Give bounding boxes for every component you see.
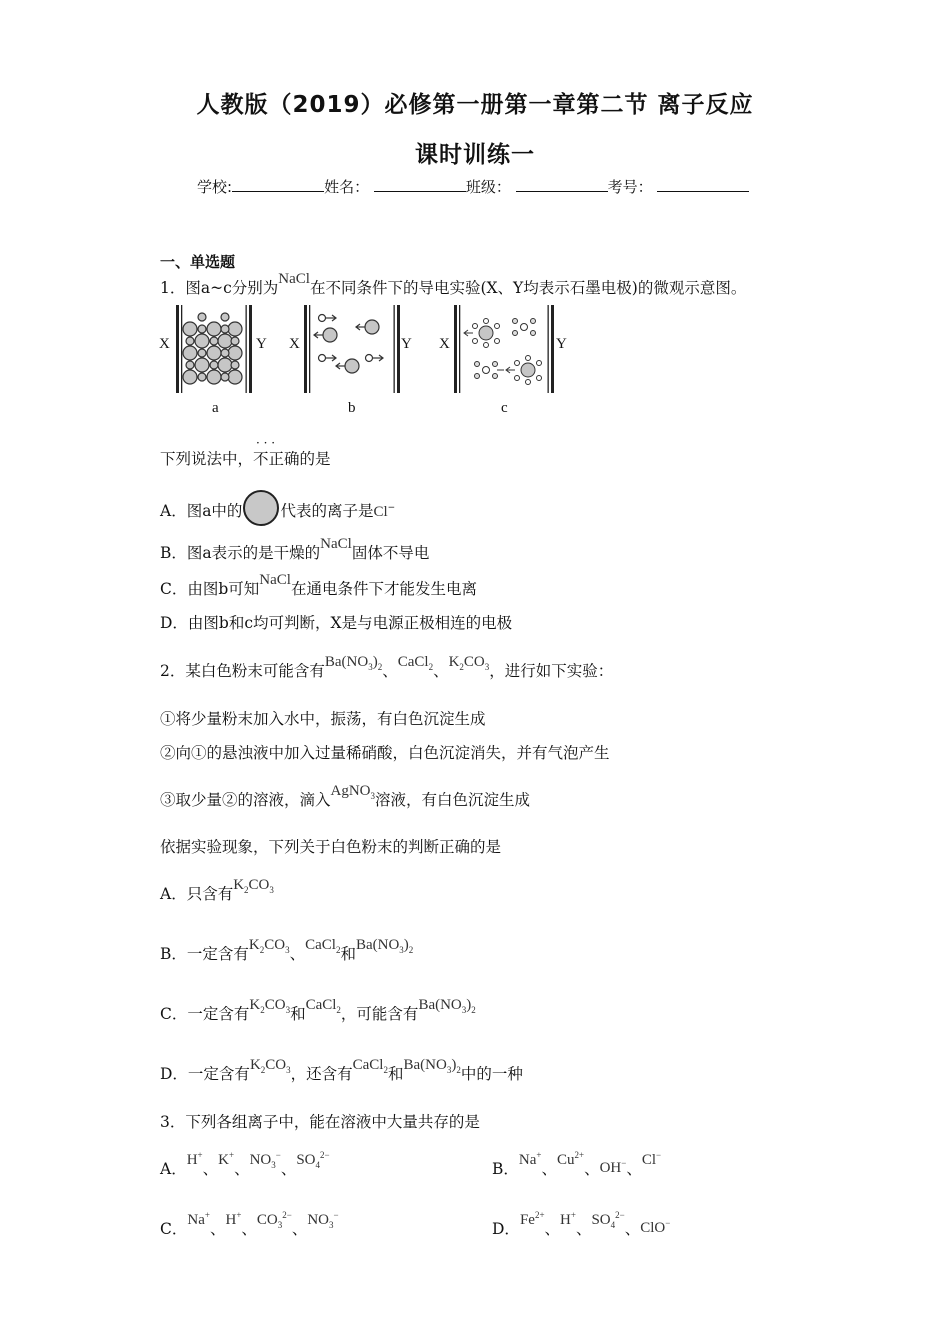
q1-option-a[interactable]: A．图a中的 代表的离子是Cl− <box>160 494 395 530</box>
q2-option-b[interactable]: B．一定含有$K_2CO_3$、CaCl$_2$和$Ba(NO_3)_2$ <box>160 937 414 963</box>
q2-question: 依据实验现象，下列关于白色粉末的判断正确的是 <box>160 838 502 856</box>
q3-stem: 3．下列各组离子中，能在溶液中大量共存的是 <box>160 1113 480 1131</box>
q1-option-c[interactable]: C．由图b可知NaCl在通电条件下才能发生电离 <box>160 572 477 598</box>
name-label: 姓名： <box>324 178 370 196</box>
school-label: 学校: <box>197 178 233 196</box>
panel-b <box>289 305 412 416</box>
q1-stem: 1．图a~c分别为NaCl在不同条件下的导电实验(X、Y均表示石墨电极)的微观示意图。 <box>160 271 747 297</box>
electrode-label-y: Y <box>256 336 267 352</box>
emphasis-dots: · · · 不正确 <box>253 450 300 468</box>
q2-option-a[interactable]: A．只含有$K_2CO_3$ <box>160 877 274 903</box>
q2-option-d[interactable]: D．一定含有$K_2CO_3$，还含有CaCl$_2$和$Ba(NO_3)_2$中的一种 <box>160 1057 523 1083</box>
name-field[interactable] <box>374 177 466 192</box>
electrode-label-x: X <box>289 336 300 352</box>
caption-a: a <box>212 400 219 416</box>
q1-option-d[interactable]: D．由图b和c均可判断，X是与电源正极相连的电极 <box>160 614 513 632</box>
q2-option-c[interactable]: C．一定含有$K_2CO_3$和CaCl$_2$，可能含有$Ba(NO_3)_2$ <box>160 997 476 1023</box>
q2-step-2: ②向①的悬浊液中加入过量稀硝酸，白色沉淀消失，并有气泡产生 <box>160 744 610 762</box>
panel-a <box>159 305 267 416</box>
class-field[interactable] <box>516 177 608 192</box>
q3-option-b[interactable]: B．Na+、$Cu^{2+}$、OH−、Cl− <box>492 1150 662 1178</box>
electrode-label-y: Y <box>401 336 412 352</box>
q3-option-a[interactable]: A．H+、K+、$NO_3^-$、$SO_4^{2-}$ <box>160 1150 330 1178</box>
class-label: 班级： <box>465 178 511 196</box>
q2-step-1: ①将少量粉末加入水中，振荡，有白色沉淀生成 <box>160 710 486 728</box>
panel-c <box>439 305 567 416</box>
q1-option-b[interactable]: B．图a表示的是干燥的NaCl固体不导电 <box>160 536 430 562</box>
student-info-row <box>197 176 749 197</box>
page-subtitle: 课时训练一 <box>415 142 535 168</box>
q2-stem: 2．某白色粉末可能含有$Ba(NO_3)_2$、CaCl$_2$、$K_2CO_3$，进行如下实验： <box>160 654 614 680</box>
q2-step-3: ③取少量②的溶液，滴入AgNO$_3$溶液，有白色沉淀生成 <box>160 783 531 809</box>
q1-figure <box>155 300 585 422</box>
electrode-label-x: X <box>439 336 450 352</box>
q1-prompt: 下列说法中，· · · 不正确的是 <box>160 447 331 469</box>
electrode-label-y: Y <box>556 336 567 352</box>
section-heading: 一、单选题 <box>160 253 236 271</box>
exam-no-field[interactable] <box>657 177 749 192</box>
caption-b: b <box>348 400 356 416</box>
caption-c: c <box>501 400 508 416</box>
large-ion-circle-icon <box>243 490 279 526</box>
page-title: 人教版（2019）必修第一册第一章第二节 离子反应 <box>196 92 754 118</box>
electrode-label-x: X <box>159 336 170 352</box>
q3-option-d[interactable]: D．$Fe^{2+}$、H+、$SO_4^{2-}$、ClO− <box>492 1210 671 1238</box>
q3-option-c[interactable]: C．Na+、H+、$CO_3^{2-}$、$NO_3^-$ <box>160 1210 339 1238</box>
ion-lattice <box>183 313 242 384</box>
school-field[interactable] <box>232 177 324 192</box>
exam-no-label: 考号： <box>607 178 653 196</box>
